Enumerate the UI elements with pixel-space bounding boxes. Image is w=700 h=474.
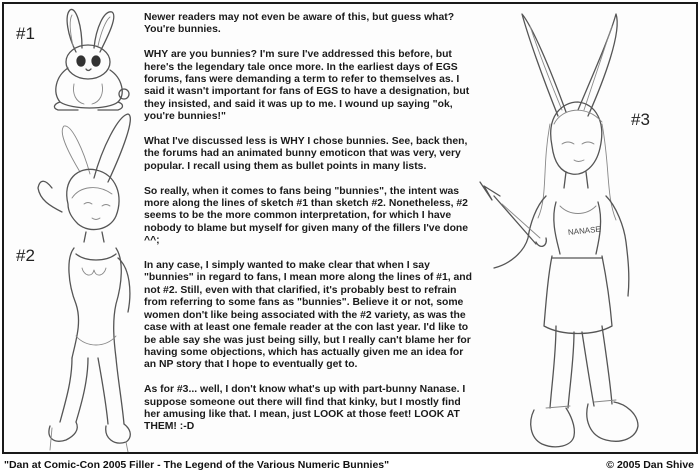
comic-panel (2, 2, 698, 454)
commentary-text (144, 12, 474, 446)
shirt-text: NANASE (567, 224, 602, 238)
sketch-label-3: #3 (631, 110, 650, 129)
paragraph: What I've discussed less is WHY I chose bunnies. See, back then, the forums had an animated bunny emoticon that was very, very popular. I recall using them as bullet points in many lists. (144, 136, 468, 172)
sketch-label-2: #2 (16, 246, 35, 265)
copyright-notice: © 2005 Dan Shive (606, 459, 694, 471)
paragraph: As for #3... well, I don't know what's up with part-bunny Nanase. I suppose someone out there will find that kinky, but I mostly find her amusing like that. I mean, just LOOK at those feet! LOOK AT THEM! :-D (144, 384, 466, 433)
sketch-label-1: #1 (16, 24, 35, 43)
paragraph: WHY are you bunnies? I'm sure I've addressed this before, but here's the legendary tale once more. In the earliest days of EGS forums, fans were demanding a term to refer to themselves as. I said it wasn't important for fans of EGS to have a designation, but they insisted, and said it was up to me. I wound up saying "ok, you're bunnies!" (144, 49, 470, 123)
caption-title: "Dan at Comic-Con 2005 Filler - The Legend of the Various Numeric Bunnies" (4, 459, 390, 471)
sketch-bunny-1 (38, 6, 138, 114)
sketch-nanase-3 (466, 6, 666, 454)
sketch-bunny-girl-2 (32, 108, 144, 454)
paragraph: In any case, I simply wanted to make clear that when I say "bunnies" in regard to fans, I mean more along the lines of #1, and not #2. Still, even with that clarified, it's probably best to refrain from referring to some fans as "bunnies". Believe it or not, some women don't like being associated with the #2 variety, as was the case with at least one female reader at the con last year. I'd like to be able say she was just being silly, but I really can't blame her for having some objections, which has actually given me an idea for an NP story that I hope to eventually get to. (144, 260, 472, 371)
paragraph: Newer readers may not even be aware of this, but guess what? You're bunnies. (144, 12, 455, 36)
paragraph: So really, when it comes to fans being "bunnies", the intent was more along the lines of sketch #1 than sketch #2. Nonetheless, #2 seems to be the more common interpretation, for which I have nobody to blame but myself for given many of the fillers I've done ^^; (144, 185, 469, 247)
